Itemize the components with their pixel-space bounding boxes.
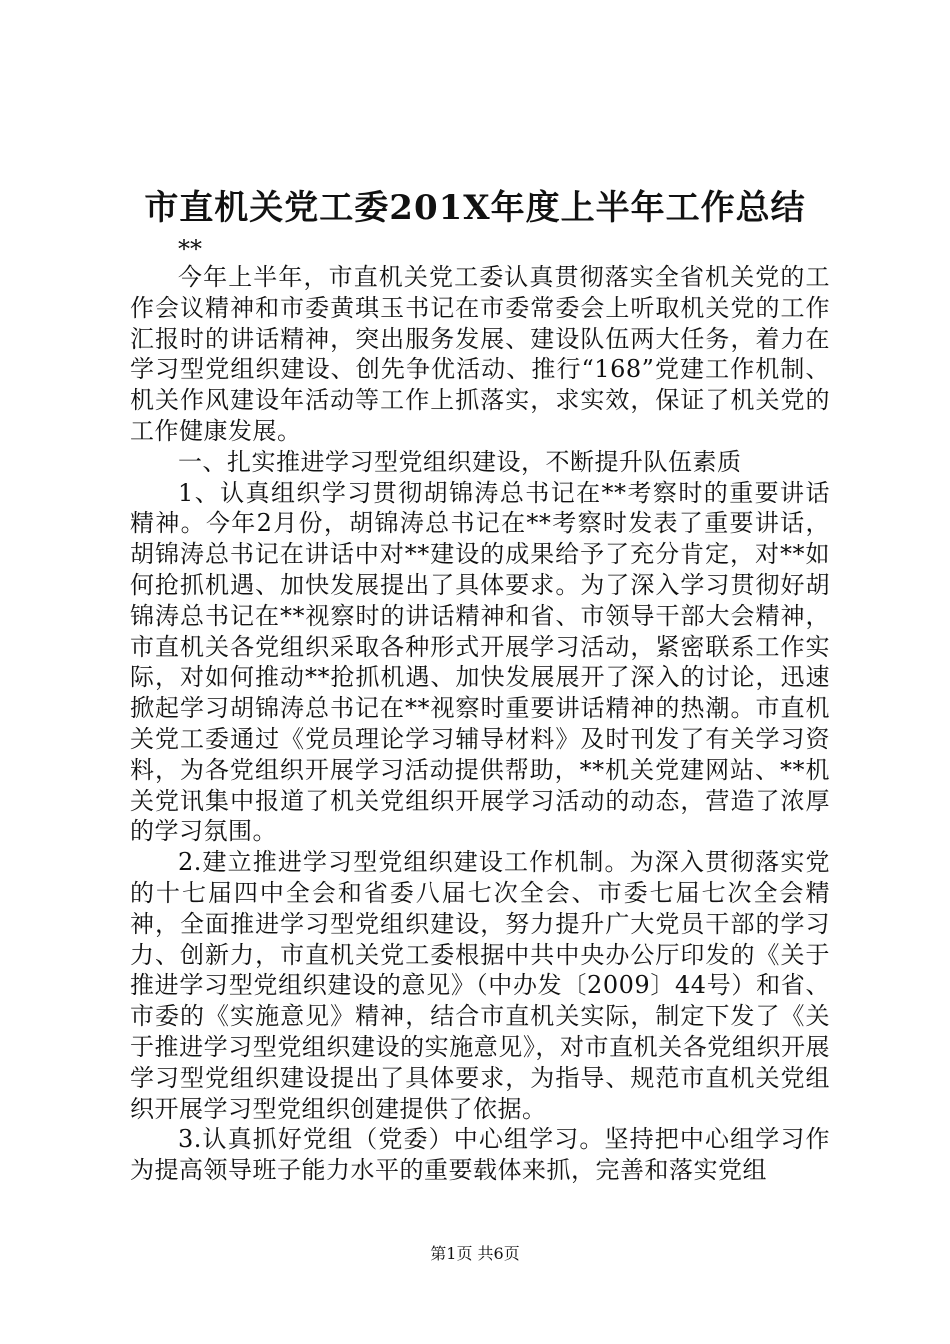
page-footer: 第1页 共6页 — [430, 1244, 520, 1263]
body-paragraph-2: 2.建立推进学习型党组织建设工作机制。为深入贯彻落实党的十七届四中全会和省委八届七次全会、市委七届七次全会精神，全面推进学习型党组织建设，努力提升广大党员干部的学习力、创新力，市直机关党工委根据中共中央办公厅印发的《关于推进学习型党组织建设的意见》（中办发〔2009〕44号）和省、市委的《实施意见》精神，结合市直机关实际，制定下发了《关于推进学习型党组织建设的实施意见》，对市直机关各党组织开展学习型党组织建设提出了具体要求，为指导、规范市直机关党组织开展学习型党组织创建提供了依据。 — [130, 848, 830, 1123]
document-body — [130, 262, 830, 1186]
section-heading: 一、扎实推进学习型党组织建设，不断提升队伍素质 — [178, 447, 742, 476]
document-title: 市直机关党工委201X年度上半年工作总结 — [144, 188, 806, 228]
document-author: ** — [178, 235, 202, 263]
intro-paragraph: 今年上半年，市直机关党工委认真贯彻落实全省机关党的工作会议精神和市委黄琪玉书记在市委常委会上听取机关党的工作汇报时的讲话精神，突出服务发展、建设队伍两大任务，着力在学习型党组织建设、创先争优活动、推行“168”党建工作机制、机关作风建设年活动等工作上抓落实，求实效，保证了机关党的工作健康发展。 — [130, 263, 830, 445]
body-paragraph-1: 1、认真组织学习贯彻胡锦涛总书记在**考察时的重要讲话精神。今年2月份，胡锦涛总书记在**考察时发表了重要讲话，胡锦涛总书记在讲话中对**建设的成果给予了充分肯定，对**如何抢抓机遇、加快发展提出了具体要求。为了深入学习贯彻好胡锦涛总书记在**视察时的讲话精神和省、市领导干部大会精神，市直机关各党组织采取各种形式开展学习活动，紧密联系工作实际，对如何推动**抢抓机遇、加快发展展开了深入的讨论，迅速掀起学习胡锦涛总书记在**视察时重要讲话精神的热潮。市直机关党工委通过《党员理论学习辅导材料》及时刊发了有关学习资料，为各党组织开展学习活动提供帮助，**机关党建网站、**机关党讯集中报道了机关党组织开展学习活动的动态，营造了浓厚的学习氛围。 — [130, 478, 830, 846]
body-paragraph-3: 3.认真抓好党组（党委）中心组学习。坚持把中心组学习作为提高领导班子能力水平的重要载体来抓，完善和落实党组 — [130, 1125, 830, 1185]
